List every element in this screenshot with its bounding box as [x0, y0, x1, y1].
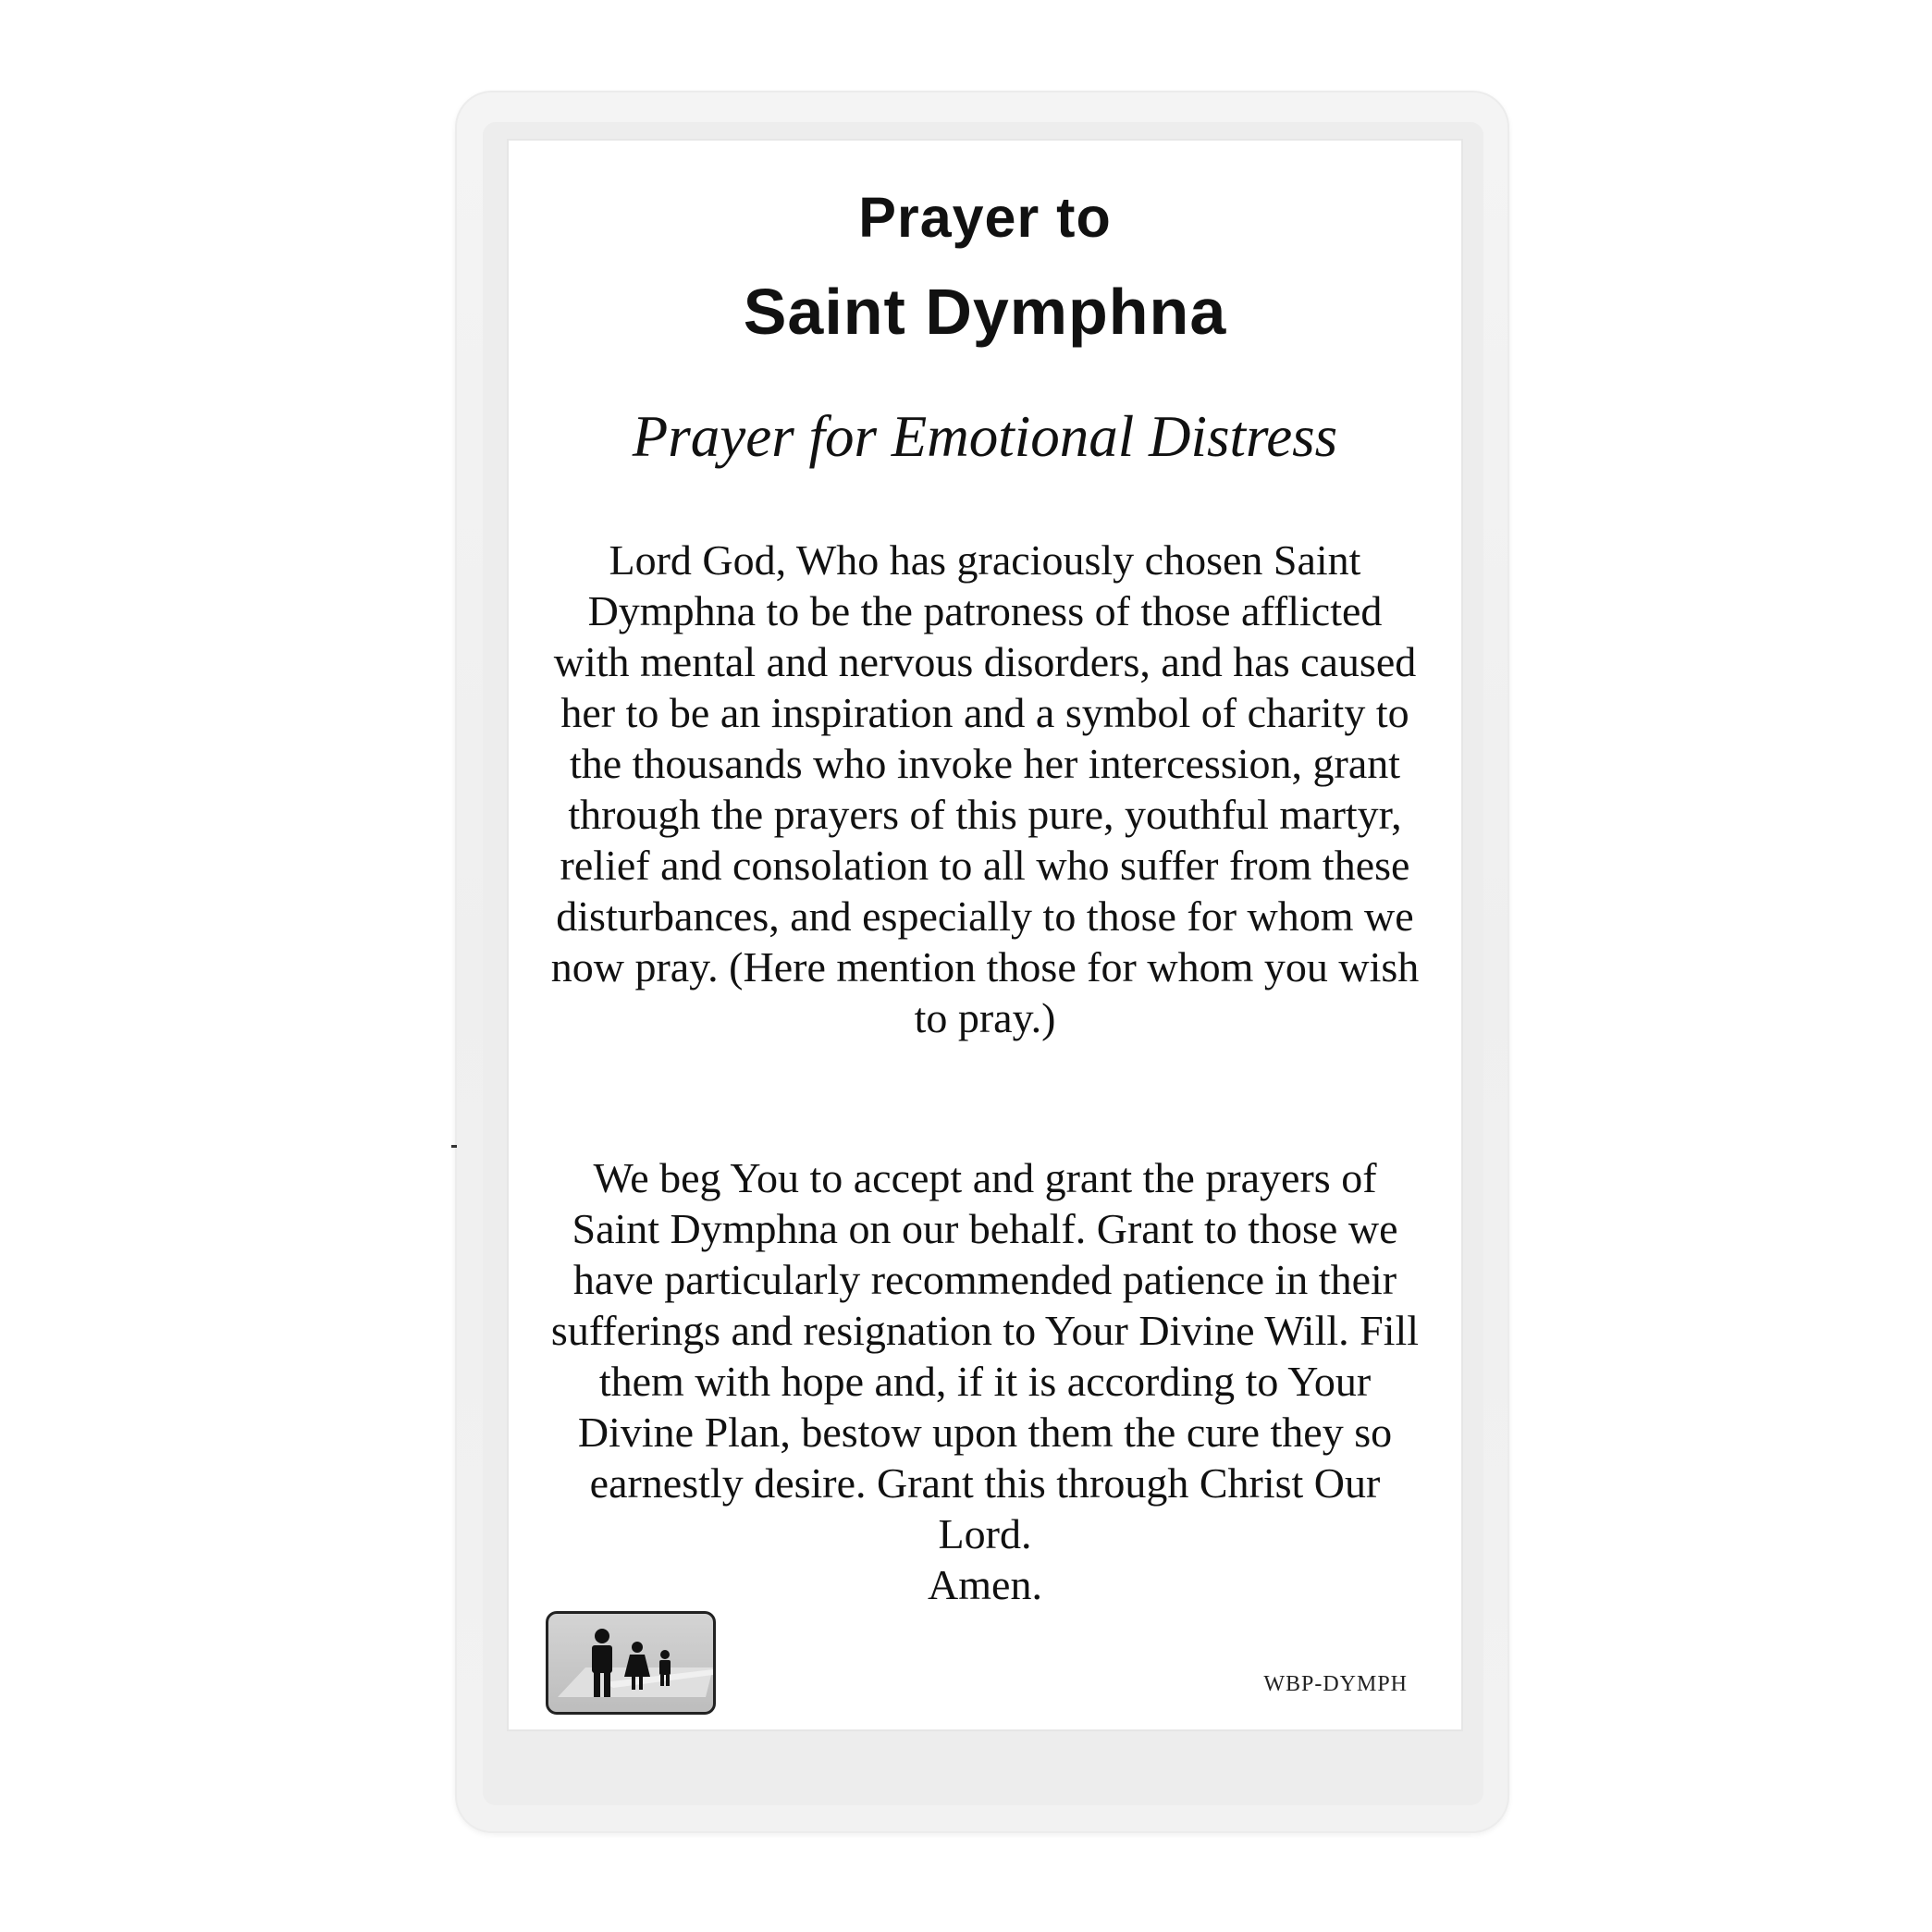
prayer-paragraph-1: Lord God, Who has graciously chosen Saint Dymphna to be the patroness of those afflicted with mental and nervous disorders, and has caused her to be an inspiration and a symbol of charity to the thousands who invoke her intercession, grant through the prayers of this pure, youthful martyr, relief and consolation to all who suffer from these disturbances, and especially to those for whom we now pray. (Here mention those for whom you wish to pray.) — [550, 536, 1420, 1041]
title-line-1: Prayer to — [858, 186, 1112, 249]
prayer-card — [509, 141, 1461, 1729]
title-line-2: Saint Dymphna — [743, 276, 1227, 348]
prayer-paragraph-2: We beg You to accept and grant the prayers of Saint Dymphna on our behalf. Grant to those we have particularly recommended patience in their sufferings and resignation to Your Divine Will. Fill them with hope and, if it is according to Your Divine Plan, bestow upon them the cure they so earnestly desire. Grant this through Christ Our Lord. — [550, 1154, 1420, 1557]
family-figures-icon — [548, 1614, 713, 1712]
sleeve-edge-mark — [451, 1145, 457, 1148]
family-walking-icon — [546, 1611, 716, 1715]
subtitle: Prayer for Emotional Distress — [632, 404, 1338, 469]
product-code: WBP-DYMPH — [1263, 1672, 1408, 1696]
closing-amen: Amen. — [928, 1561, 1042, 1608]
